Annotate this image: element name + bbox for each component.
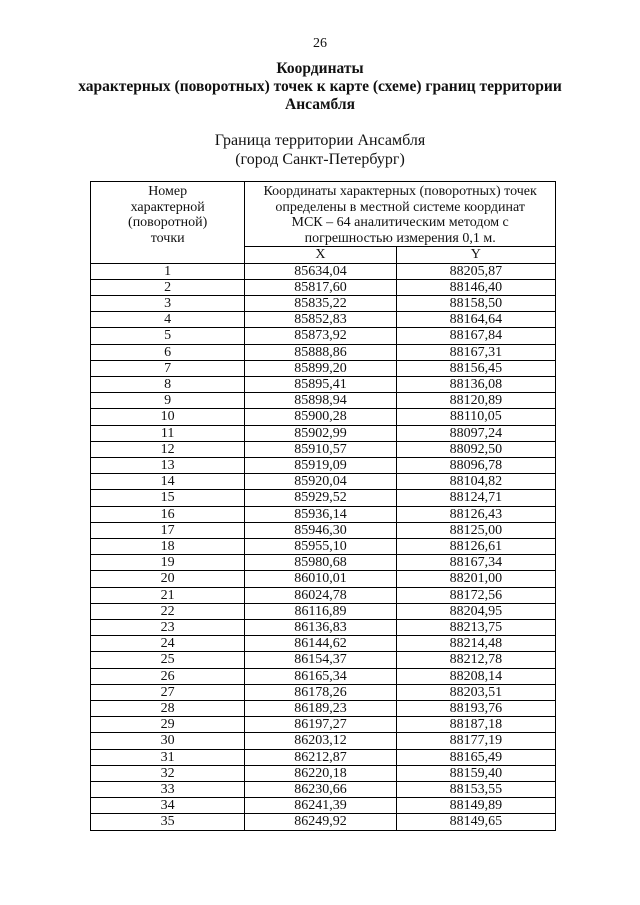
header-x: X <box>245 247 396 263</box>
table-row <box>91 555 556 571</box>
x-coordinate-cell: 85898,94 <box>245 393 396 409</box>
table-row <box>91 344 556 360</box>
y-coordinate-cell: 88092,50 <box>396 441 555 457</box>
y-coordinate-cell: 88167,31 <box>396 344 555 360</box>
table-row <box>91 458 556 474</box>
table-row <box>91 684 556 700</box>
point-number-cell: 16 <box>91 506 245 522</box>
y-coordinate-cell: 88159,40 <box>396 765 555 781</box>
header-y: Y <box>396 247 555 263</box>
table-row <box>91 295 556 311</box>
point-number-cell: 15 <box>91 490 245 506</box>
header-line: (поворотной) <box>128 215 208 231</box>
y-coordinate-cell: 88158,50 <box>396 295 555 311</box>
point-number-cell: 3 <box>91 295 245 311</box>
title-line: характерных (поворотных) точек к карте (схеме) границ территории <box>78 78 562 95</box>
x-coordinate-cell: 85900,28 <box>245 409 396 425</box>
x-coordinate-cell: 86144,62 <box>245 636 396 652</box>
x-coordinate-cell: 86220,18 <box>245 765 396 781</box>
x-coordinate-cell: 85929,52 <box>245 490 396 506</box>
x-coordinate-cell: 86249,92 <box>245 814 396 830</box>
point-number-cell: 20 <box>91 571 245 587</box>
x-coordinate-cell: 85955,10 <box>245 539 396 555</box>
x-coordinate-cell: 85899,20 <box>245 360 396 376</box>
table-row <box>91 279 556 295</box>
point-number-cell: 32 <box>91 765 245 781</box>
table-row <box>91 701 556 717</box>
point-number-cell: 29 <box>91 717 245 733</box>
header-line: МСК – 64 аналитическим методом с <box>291 215 509 231</box>
x-coordinate-cell: 85895,41 <box>245 377 396 393</box>
x-coordinate-cell: 86230,66 <box>245 782 396 798</box>
y-coordinate-cell: 88213,75 <box>396 620 555 636</box>
x-coordinate-cell: 86212,87 <box>245 749 396 765</box>
x-coordinate-cell: 85936,14 <box>245 506 396 522</box>
point-number-cell: 11 <box>91 425 245 441</box>
table-row <box>91 587 556 603</box>
x-coordinate-cell: 86241,39 <box>245 798 396 814</box>
page-number: 26 <box>313 36 327 51</box>
table-row <box>91 749 556 765</box>
table-row <box>91 425 556 441</box>
y-coordinate-cell: 88167,84 <box>396 328 555 344</box>
point-number-cell: 14 <box>91 474 245 490</box>
y-coordinate-cell: 88126,61 <box>396 539 555 555</box>
header-line: погрешностью измерения 0,1 м. <box>304 230 496 246</box>
y-coordinate-cell: 88204,95 <box>396 603 555 619</box>
y-coordinate-cell: 88146,40 <box>396 279 555 295</box>
y-coordinate-cell: 88124,71 <box>396 490 555 506</box>
point-number-cell: 24 <box>91 636 245 652</box>
y-coordinate-cell: 88172,56 <box>396 587 555 603</box>
document-subtitle <box>0 131 640 169</box>
table-row <box>91 636 556 652</box>
table-row <box>91 393 556 409</box>
x-coordinate-cell: 86178,26 <box>245 684 396 700</box>
y-coordinate-cell: 88201,00 <box>396 571 555 587</box>
point-number-cell: 4 <box>91 312 245 328</box>
point-number-cell: 8 <box>91 377 245 393</box>
table-row <box>91 603 556 619</box>
point-number-cell: 12 <box>91 441 245 457</box>
point-number-cell: 6 <box>91 344 245 360</box>
y-coordinate-cell: 88193,76 <box>396 701 555 717</box>
table-row <box>91 312 556 328</box>
table-row <box>91 652 556 668</box>
point-number-cell: 10 <box>91 409 245 425</box>
coordinates-table <box>90 181 556 831</box>
table-row <box>91 798 556 814</box>
title-line: Ансамбля <box>285 96 355 113</box>
y-coordinate-cell: 88149,65 <box>396 814 555 830</box>
y-coordinate-cell: 88177,19 <box>396 733 555 749</box>
table-row <box>91 620 556 636</box>
y-coordinate-cell: 88212,78 <box>396 652 555 668</box>
y-coordinate-cell: 88126,43 <box>396 506 555 522</box>
table-row <box>91 733 556 749</box>
x-coordinate-cell: 85946,30 <box>245 522 396 538</box>
y-coordinate-cell: 88120,89 <box>396 393 555 409</box>
y-coordinate-cell: 88153,55 <box>396 782 555 798</box>
table-row <box>91 782 556 798</box>
table-row <box>91 717 556 733</box>
x-coordinate-cell: 85817,60 <box>245 279 396 295</box>
table-body <box>91 263 556 830</box>
x-coordinate-cell: 85920,04 <box>245 474 396 490</box>
y-coordinate-cell: 88110,05 <box>396 409 555 425</box>
table-row <box>91 377 556 393</box>
x-coordinate-cell: 85888,86 <box>245 344 396 360</box>
y-coordinate-cell: 88214,48 <box>396 636 555 652</box>
subtitle-line: (город Санкт-Петербург) <box>235 151 405 168</box>
y-coordinate-cell: 88104,82 <box>396 474 555 490</box>
header-line: Номер <box>148 184 188 199</box>
table-row <box>91 441 556 457</box>
table-row <box>91 814 556 830</box>
subtitle-line: Граница территории Ансамбля <box>214 132 426 149</box>
point-number-cell: 26 <box>91 668 245 684</box>
x-coordinate-cell: 86189,23 <box>245 701 396 717</box>
x-coordinate-cell: 85980,68 <box>245 555 396 571</box>
point-number-cell: 23 <box>91 620 245 636</box>
y-coordinate-cell: 88187,18 <box>396 717 555 733</box>
point-number-cell: 27 <box>91 684 245 700</box>
y-coordinate-cell: 88097,24 <box>396 425 555 441</box>
point-number-cell: 31 <box>91 749 245 765</box>
point-number-cell: 2 <box>91 279 245 295</box>
x-coordinate-cell: 86010,01 <box>245 571 396 587</box>
title-line: Координаты <box>276 60 364 77</box>
y-coordinate-cell: 88165,49 <box>396 749 555 765</box>
x-coordinate-cell: 86024,78 <box>245 587 396 603</box>
table-row <box>91 328 556 344</box>
y-coordinate-cell: 88208,14 <box>396 668 555 684</box>
point-number-cell: 21 <box>91 587 245 603</box>
table-row <box>91 506 556 522</box>
table-row <box>91 571 556 587</box>
point-number-cell: 33 <box>91 782 245 798</box>
point-number-cell: 28 <box>91 701 245 717</box>
table-row <box>91 668 556 684</box>
y-coordinate-cell: 88203,51 <box>396 684 555 700</box>
x-coordinate-cell: 85902,99 <box>245 425 396 441</box>
x-coordinate-cell: 86116,89 <box>245 603 396 619</box>
point-number-cell: 35 <box>91 814 245 830</box>
x-coordinate-cell: 85634,04 <box>245 263 396 279</box>
point-number-cell: 22 <box>91 603 245 619</box>
point-number-cell: 5 <box>91 328 245 344</box>
x-coordinate-cell: 86136,83 <box>245 620 396 636</box>
table-row <box>91 490 556 506</box>
point-number-cell: 9 <box>91 393 245 409</box>
x-coordinate-cell: 86165,34 <box>245 668 396 684</box>
x-coordinate-cell: 85852,83 <box>245 312 396 328</box>
table-row <box>91 765 556 781</box>
table-row <box>91 409 556 425</box>
point-number-cell: 13 <box>91 458 245 474</box>
table-row <box>91 360 556 376</box>
header-coordinates <box>245 182 556 247</box>
document-title <box>0 60 640 114</box>
table-row <box>91 522 556 538</box>
point-number-cell: 25 <box>91 652 245 668</box>
x-coordinate-cell: 86203,12 <box>245 733 396 749</box>
header-line: определены в местной системе координат <box>275 199 525 215</box>
x-coordinate-cell: 85835,22 <box>245 295 396 311</box>
header-point-number <box>91 182 245 264</box>
point-number-cell: 18 <box>91 539 245 555</box>
header-line: Координаты характерных (поворотных) точек <box>263 184 537 199</box>
header-line: точки <box>150 230 185 246</box>
header-line: характерной <box>130 199 205 215</box>
y-coordinate-cell: 88096,78 <box>396 458 555 474</box>
x-coordinate-cell: 85910,57 <box>245 441 396 457</box>
y-coordinate-cell: 88149,89 <box>396 798 555 814</box>
point-number-cell: 17 <box>91 522 245 538</box>
point-number-cell: 30 <box>91 733 245 749</box>
x-coordinate-cell: 86197,27 <box>245 717 396 733</box>
x-coordinate-cell: 86154,37 <box>245 652 396 668</box>
x-coordinate-cell: 85919,09 <box>245 458 396 474</box>
x-coordinate-cell: 85873,92 <box>245 328 396 344</box>
y-coordinate-cell: 88167,34 <box>396 555 555 571</box>
y-coordinate-cell: 88164,64 <box>396 312 555 328</box>
table-row <box>91 263 556 279</box>
table-row <box>91 539 556 555</box>
y-coordinate-cell: 88125,00 <box>396 522 555 538</box>
point-number-cell: 7 <box>91 360 245 376</box>
point-number-cell: 19 <box>91 555 245 571</box>
table-row <box>91 474 556 490</box>
point-number-cell: 1 <box>91 263 245 279</box>
y-coordinate-cell: 88136,08 <box>396 377 555 393</box>
y-coordinate-cell: 88205,87 <box>396 263 555 279</box>
y-coordinate-cell: 88156,45 <box>396 360 555 376</box>
point-number-cell: 34 <box>91 798 245 814</box>
